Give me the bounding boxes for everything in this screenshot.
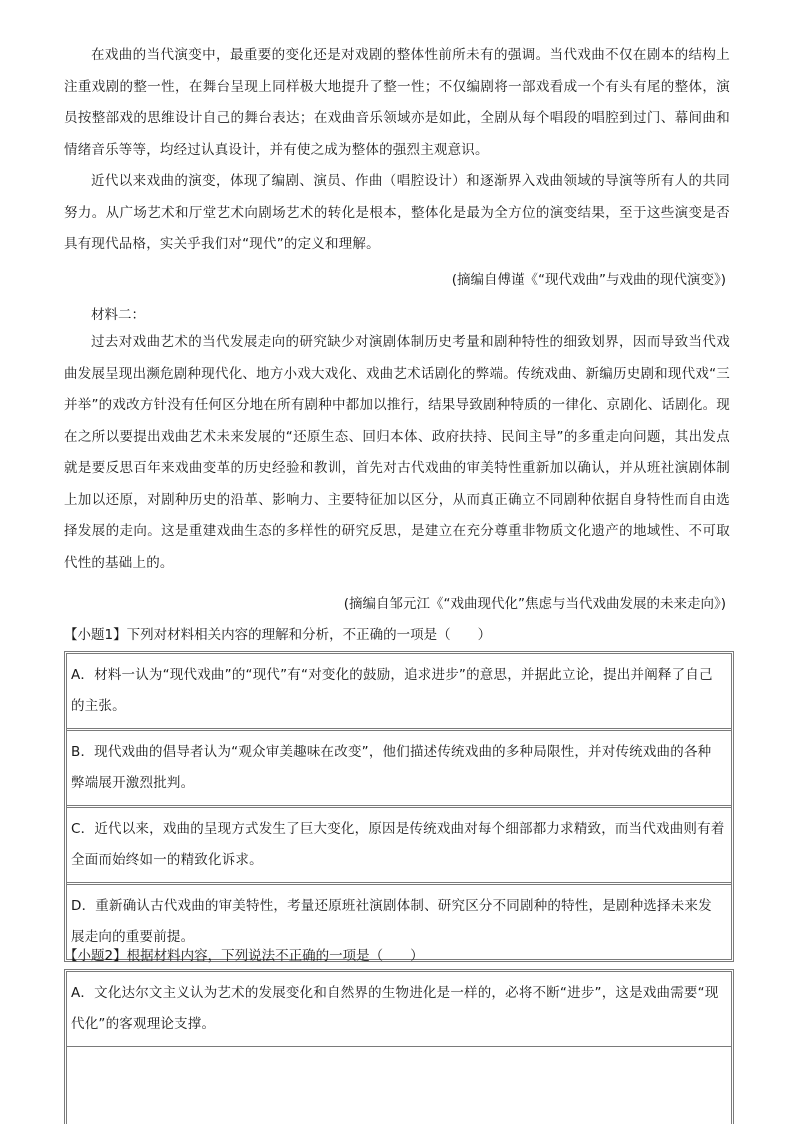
question2-options-table	[64, 969, 734, 1124]
question2-stem: 【小题2】根据材料内容，下列说法不正确的一项是（ ）	[64, 948, 424, 964]
question1-stem: 【小题1】下列对材料相关内容的理解和分析，不正确的一项是（ ）	[64, 627, 492, 643]
material2-source: (摘编自邹元江《“戏曲现代化”焦虑与当代戏曲发展的未来走向》)	[343, 596, 726, 612]
question1-option-a[interactable]: A．材料一认为“现代戏曲”的“现代”有“对变化的鼓励，追求进步”的意思，并据此立论，提出并阐释了自己的主张。	[67, 654, 731, 731]
question2-option-continued	[67, 1047, 731, 1147]
material2-label: 材料二：	[91, 307, 145, 323]
material2-paragraph: 过去对戏曲艺术的当代发展走向的研究缺少对演剧体制历史考量和剧种特性的细致划界，因而导致当代戏曲发展呈现出濒危剧种现代化、地方小戏大戏化、戏曲艺术话剧化的弊端。传统戏曲、新编历史剧和现代戏“三并举”的戏改方针没有任何区分地在所有剧种中都加以推行，结果导致剧种特质的一律化、京剧化、话剧化。现在之所以要提出戏曲艺术未来发展的“还原生态、回归本体、政府扶持、民间主导”的多重走向问题，其出发点就是要反思百年来戏曲变革的历史经验和教训，首先对古代戏曲的审美特性重新加以确认，并从班社演剧体制上加以还原，对剧种历史的沿革、影响力、主要特征加以区分，从而真正确立不同剧种依据自身特性而自由选择发展的走向。这是重建戏曲生态的多样性的研究反思，是建立在充分尊重非物质文化遗产的地域性、不可取代性的基础上的。	[64, 334, 730, 571]
question1-option-d[interactable]: D．重新确认古代戏曲的审美特性，考量还原班社演剧体制、研究区分不同剧种的特性，是剧种选择未来发展走向的重要前提。	[71, 898, 712, 945]
question1-option-c[interactable]: C．近代以来，戏曲的呈现方式发生了巨大变化，原因是传统戏曲对每个细部都力求精致，而当代戏曲则有着全面而始终如一的精致化诉求。	[67, 808, 731, 885]
question1-options-table	[64, 651, 734, 962]
material1-paragraph-1: 在戏曲的当代演变中，最重要的变化还是对戏剧的整体性前所未有的强调。当代戏曲不仅在剧本的结构上注重戏剧的整一性，在舞台呈现上同样极大地提升了整一性；不仅编剧将一部戏看成一个有头有尾的整体，演员按整部戏的思维设计自己的舞台表达；在戏曲音乐领域亦是如此，全剧从每个唱段的唱腔到过门、幕间曲和情绪音乐等等，均经过认真设计，并有使之成为整体的强烈主观意识。	[64, 47, 730, 158]
question1-option-b[interactable]: B．现代戏曲的倡导者认为“观众审美趣味在改变”，他们描述传统戏曲的多种局限性，并对传统戏曲的各种弊端展开激烈批判。	[67, 731, 731, 808]
question2-option-a[interactable]: A．文化达尔文主义认为艺术的发展变化和自然界的生物进化是一样的，必将不断“进步”，这是戏曲需要“现代化”的客观理论支撑。	[67, 972, 731, 1047]
material1-source: (摘编自傅谨《“现代戏曲”与戏曲的现代演变》)	[451, 272, 726, 288]
material1-paragraph-2: 近代以来戏曲的演变，体现了编剧、演员、作曲（唱腔设计）和逐渐界入戏曲领域的导演等所有人的共同努力。从广场艺术和厅堂艺术向剧场艺术的转化是根本，整体化是最为全方位的演变结果，至于这些演变是否具有现代品格，实关乎我们对“现代”的定义和理解。	[64, 173, 730, 252]
